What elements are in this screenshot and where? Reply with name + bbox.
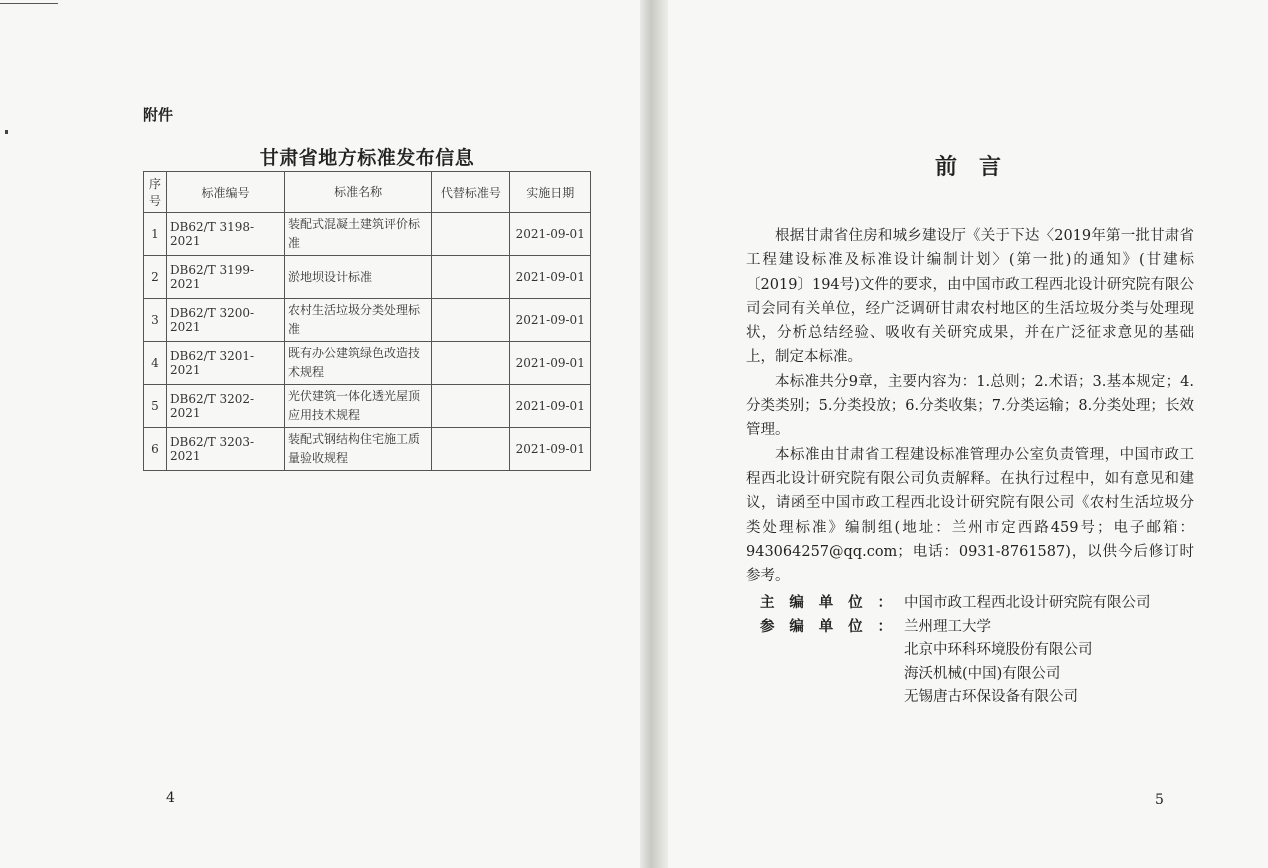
- units-block: [760, 592, 1200, 710]
- row-no: 2: [144, 256, 167, 299]
- row-code: DB62/T 3203-2021: [166, 428, 284, 471]
- label-char: 单: [818, 595, 834, 611]
- participant-unit: 兰州理工大学: [904, 618, 991, 635]
- row-date: 2021-09-01: [510, 256, 591, 299]
- participant-unit: 无锡唐古环保设备有限公司: [904, 689, 1078, 705]
- row-date: 2021-09-01: [510, 299, 591, 342]
- preface-title: 前言: [934, 155, 1023, 180]
- label-char: 编: [789, 595, 804, 611]
- top-rule: [0, 3, 58, 4]
- row-replaces: [432, 385, 510, 428]
- header-name: 标准名称: [285, 172, 432, 213]
- table-row: [144, 256, 591, 299]
- preface-paragraph: 本标准共分9章，主要内容为：1.总则；2.术语；3.基本规定；4.分类类别；5.分类投放；6.分类收集；7.分类运输；8.分类处理；长效管理。: [746, 373, 1194, 439]
- row-code: DB62/T 3200-2021: [166, 299, 284, 342]
- row-no: 1: [144, 213, 167, 256]
- header-no: 序号: [144, 172, 167, 213]
- label-char: ：: [877, 595, 892, 611]
- row-replaces: [432, 213, 510, 256]
- row-name: 光伏建筑一体化透光屋顶应用技术规程: [285, 385, 432, 428]
- participant-unit-label: [760, 616, 892, 710]
- scan-speck: [5, 130, 8, 134]
- row-code: DB62/T 3202-2021: [166, 385, 284, 428]
- page-number-right: 5: [1155, 792, 1164, 808]
- row-code: DB62/T 3198-2021: [166, 213, 284, 256]
- row-code: DB62/T 3199-2021: [166, 256, 284, 299]
- standards-table: [143, 171, 591, 471]
- row-name: 装配式钢结构住宅施工质量验收规程: [285, 428, 432, 471]
- row-name: 装配式混凝土建筑评价标准: [285, 213, 432, 256]
- chief-unit-list: [904, 592, 1151, 616]
- row-replaces: [432, 342, 510, 385]
- page-number-left: 4: [166, 790, 175, 806]
- row-name: 农村生活垃圾分类处理标准: [285, 299, 432, 342]
- table-row: [144, 213, 591, 256]
- row-no: 6: [144, 428, 167, 471]
- table-title: 甘肃省地方标准发布信息: [259, 147, 475, 169]
- row-name: 既有办公建筑绿色改造技术规程: [285, 342, 432, 385]
- header-code: 标准编号: [166, 172, 284, 213]
- participant-unit: 北京中环科环境股份有限公司: [904, 642, 1093, 658]
- header-effective-date: 实施日期: [510, 172, 591, 213]
- book-gutter: [640, 0, 668, 868]
- row-replaces: [432, 299, 510, 342]
- row-date: 2021-09-01: [510, 428, 591, 471]
- row-replaces: [432, 256, 510, 299]
- participant-unit: 海沃机械(中国)有限公司: [904, 665, 1061, 682]
- label-char: 主: [760, 595, 775, 611]
- chief-unit-label: [760, 592, 892, 616]
- table-row: [144, 385, 591, 428]
- row-date: 2021-09-01: [510, 213, 591, 256]
- header-replaces: 代替标准号: [432, 172, 510, 213]
- chief-unit: 中国市政工程西北设计研究院有限公司: [904, 595, 1151, 611]
- table-row: [144, 428, 591, 471]
- label-char: 位: [848, 618, 863, 635]
- table-row: [144, 342, 591, 385]
- row-no: 5: [144, 385, 167, 428]
- label-char: ：: [877, 618, 892, 635]
- label-char: 位: [848, 595, 863, 611]
- row-date: 2021-09-01: [510, 342, 591, 385]
- chief-unit-row: [760, 592, 1200, 616]
- preface-body: [746, 224, 1194, 588]
- row-no: 3: [144, 299, 167, 342]
- table-row: [144, 299, 591, 342]
- table-header-row: [144, 172, 591, 213]
- label-char: 参: [760, 618, 775, 635]
- preface-paragraph: 根据甘肃省住房和城乡建设厅《关于下达〈2019年第一批甘肃省工程建设标准及标准设计编制计划〉(第一批)的通知》(甘建标〔2019〕194号)文件的要求，由中国市政工程西北设计研究院有限公司会同有关单位，经广泛调研甘肃农村地区的生活垃圾分类与处理现状，分析总结经验、吸收有关研究成果，并在广泛征求意见的基础上，制定本标准。: [746, 228, 1194, 366]
- row-date: 2021-09-01: [510, 385, 591, 428]
- preface-paragraph: 本标准由甘肃省工程建设标准管理办公室负责管理，中国市政工程西北设计研究院有限公司负责解释。在执行过程中，如有意见和建议，请函至中国市政工程西北设计研究院有限公司《农村生活垃圾分类处理标准》编制组(地址：兰州市定西路459号；电子邮箱：943064257@qq.com；电话：0931-8761587)，以供今后修订时参考。: [746, 446, 1194, 585]
- label-char: 单: [818, 618, 834, 635]
- attachment-label: 附件: [143, 106, 174, 124]
- row-no: 4: [144, 342, 167, 385]
- row-name: 淤地坝设计标准: [285, 256, 432, 299]
- row-code: DB62/T 3201-2021: [166, 342, 284, 385]
- label-char: 编: [789, 618, 804, 635]
- row-replaces: [432, 428, 510, 471]
- participant-unit-list: [904, 616, 1093, 710]
- participant-unit-row: [760, 616, 1200, 710]
